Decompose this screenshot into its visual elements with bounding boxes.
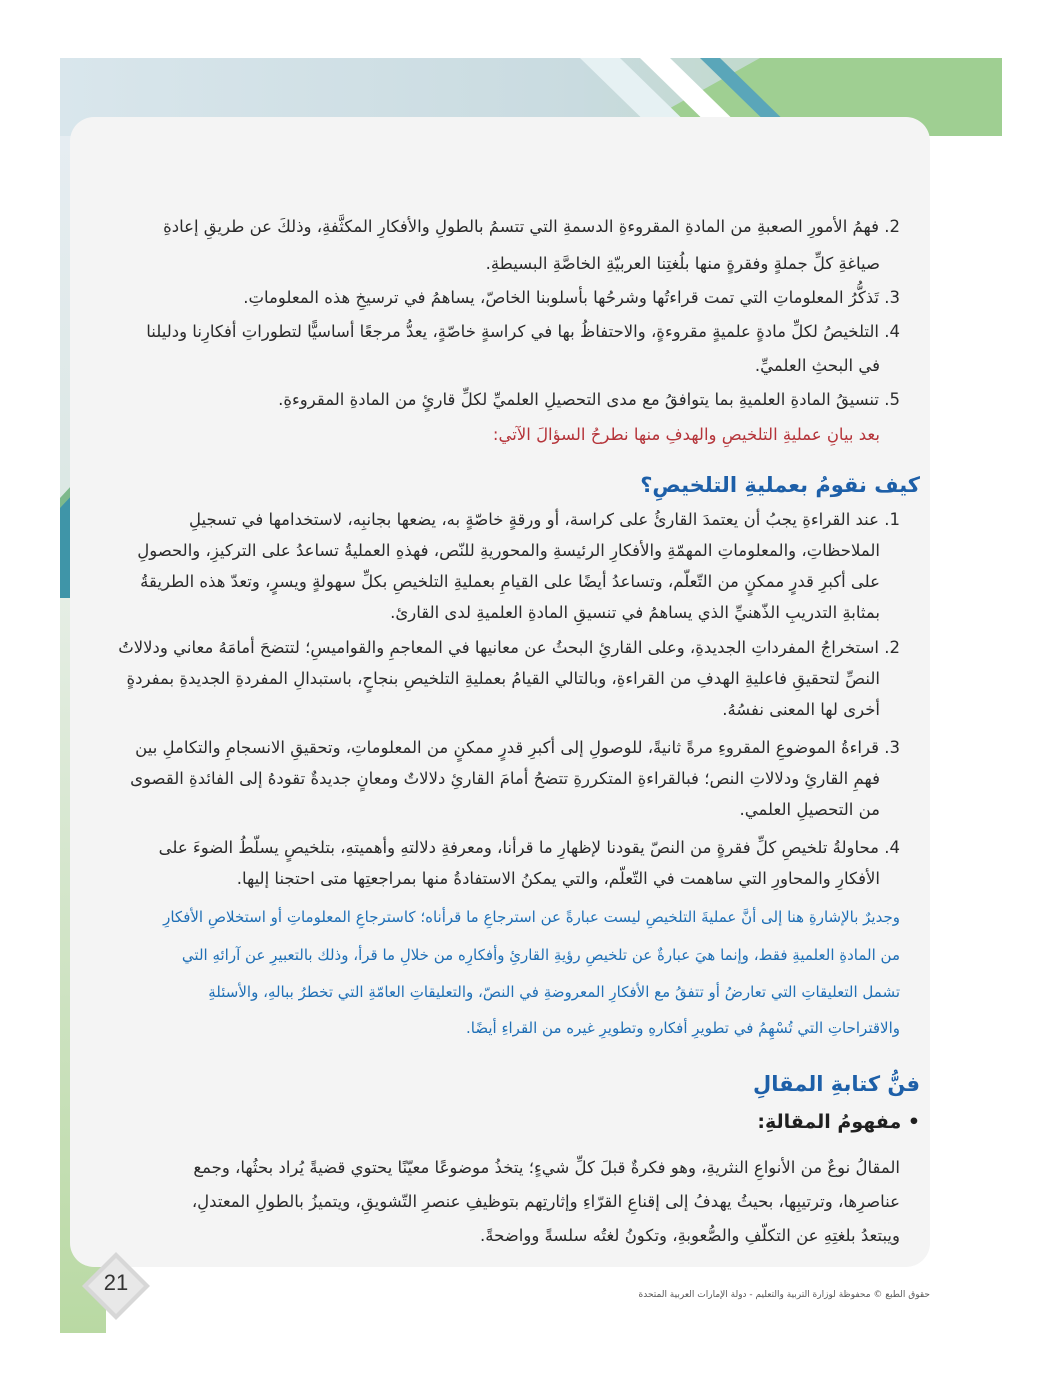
step-item: 1. عند القراءةِ يجبُ أن يعتمدَ القارئُ على كراسة، أو ورقةٍ خاصّةٍ به، يضعها بجانبِه، لاستخدامها في تسجيلِ (188, 510, 900, 529)
copyright-notice: حقوق الطبع © محفوظة لوزارة التربية والتعليم - دولة الإمارات العربية المتحدة (638, 1290, 930, 1300)
definition-line: ويبتعدُ بلغتِهِ عن التكلّفِ والصُّعوبةِ، وتكونُ لغتُه سلسةً وواضحةً. (480, 1226, 900, 1245)
step-item: 4. محاولةُ تلخيصِ كلِّ فقرةٍ من النصّ يقودنا لإظهارِ ما قرأنا، ومعرفةِ دلالتهِ وأهميتهِ، بتلخيصٍ يسلّطُ الضوءَ على (158, 838, 900, 857)
subsection-title: • مفهومُ المقالةِ: (757, 1111, 920, 1133)
note-line: والاقتراحاتِ التي تُسْهِمُ في تطويرِ أفكارهِ وتطويرِ غيره من القراءِ أيضًا. (465, 1019, 900, 1037)
list-item: 3. تَذكُّرُ المعلوماتِ التي تمت قراءتُها وشرحُها بأسلوبنا الخاصّ، يساهمُ في ترسيخِ هذه المعلوماتِ. (243, 288, 900, 307)
note-line: وجديرٌ بالإشارةِ هنا إلى أنَّ عمليةَ التلخيصِ ليست عبارةً عن استرجاعِ ما قرأناه؛ كاسترجاعِ المعلوماتِ أو استخلاصِ الأفكارِ (163, 908, 900, 926)
intro-question: بعد بيانِ عمليةِ التلخيصِ والهدفِ منها نطرحُ السؤالَ الآتي: (492, 425, 880, 444)
list-item-continuation: صياغةِ كلِّ جملةٍ وفقرةٍ منها بلُغتِنا العربيّةِ الخاصَّةِ البسيطةِ. (485, 254, 880, 273)
step-line: النصِّ لتحقيقِ فاعليةِ الهدفِ من القراءةِ، وبالتالي القيامُ بعمليةِ التلخيصِ بنجاحٍ، باستبدالِ المفردةِ الجديدةِ بمفردةٍ (126, 669, 880, 688)
step-line: فهمِ القارئِ ودلالاتِ النص؛ فبالقراءةِ المتكررةِ تتضحُ أمامَ القارئِ دلالاتٌ ومعانٍ جديدةٌ تقودهُ إلى الفائدةِ القصوى (130, 769, 880, 788)
section-title: فنُّ كتابةِ المقالِ (753, 1072, 920, 1096)
definition-line: المقالُ نوعٌ من الأنواعِ النثريةِ، وهو فكرةٌ قبلَ كلِّ شيءٍ؛ يتخذُ موضوعًا معيّنًا يحتوي قضيةً يُراد بحثُها، وجمع (193, 1158, 900, 1177)
note-line: من المادةِ العلميةِ فقط، وإنما هيَ عبارةٌ عن تلخيصِ رؤيةِ القارئِ وأفكارِه من خلالِ ما قرأ، وذلك بالتعبيرِ عن آرائهِ التي (181, 946, 900, 964)
page-number: 21 (103, 1270, 129, 1295)
list-item: 5. تنسيقُ المادةِ العلميةِ بما يتوافقُ مع مدى التحصيلِ العلميِّ لكلِّ قارئٍ من المادةِ المقروءةِ. (278, 390, 900, 409)
note-line: تشمل التعليقاتِ التي تعارضُ أو تتفقُ مع الأفكارِ المعروضةِ في النصّ، والتعليقاتِ العامّةِ التي تخطرُ ببالهِ، والأسئلةِ (208, 983, 900, 1001)
list-item-continuation: في البحثِ العلميِّ. (754, 356, 880, 375)
section-title: كيف نقومُ بعمليةِ التلخيصِ؟ (640, 473, 920, 497)
list-item: 2. فهمُ الأمورِ الصعبةِ من المادةِ المقروءةِ الدسمةِ التي تتسمُ بالطولِ والأفكارِ المكثَّفةِ، وذلكَ عن طريقِ إعادةِ (163, 217, 900, 236)
step-line: على أكبرِ قدرٍ ممكنٍ من التّعلّم، وتساعدُ أيضًا على القيامِ بعمليةِ التلخيصِ بكلِّ سهولةٍ ويسرٍ، وتعدّ هذه الطريقةُ (140, 572, 880, 591)
step-item: 2. استخراجُ المفرداتِ الجديدةِ، وعلى القارئِ البحثُ عن معانيها في المعاجمِ والقواميسِ؛ لتتضحَ أمامَهُ معاني ودلالاتُ (118, 638, 900, 657)
step-line: الأفكارِ والمحاورِ التي ساهمت في التّعلّم، والتي يمكنُ الاستفادةُ منها بمراجعتِها متى احتجنا إليها. (236, 869, 880, 888)
step-line: أخرى لها المعنى نفسُهُ. (722, 700, 880, 719)
step-line: بمثابةِ التدريبِ الذّهنيِّ الذي يساهمُ في تنسيقِ المادةِ العلميةِ لدى القارئ. (390, 603, 880, 622)
step-line: الملاحظاتِ، والمعلوماتِ المهمّةِ والأفكارِ الرئيسةِ والمحوريةِ للنّص، فهذهِ العمليةُ تساعدُ على التركيزِ، والحصولِ (137, 541, 880, 560)
list-item: 4. التلخيصُ لكلِّ مادةٍ علميةٍ مقروءةٍ، والاحتفاظُ بها في كراسةٍ خاصّةٍ، يعدُّ مرجعًا أساسيًّا لتطوراتِ أفكارِنا ودليلنا (146, 322, 900, 341)
step-line: من التحصيلِ العلمي. (739, 800, 880, 819)
step-item: 3. قراءةُ الموضوعِ المقروءِ مرةً ثانيةً، للوصولِ إلى أكبرِ قدرٍ ممكنٍ من المعلوماتِ، وتحقيقِ الانسجامِ والتكاملِ بين (135, 738, 900, 757)
definition-line: عناصرِها، وترتيبِها، بحيثُ يهدفُ إلى إقناعِ القرّاءِ وإثارتِهم بتوظيفِ عنصرِ التّشويقِ، ويتميزُ بالطولِ المعتدلِ، (191, 1192, 900, 1211)
